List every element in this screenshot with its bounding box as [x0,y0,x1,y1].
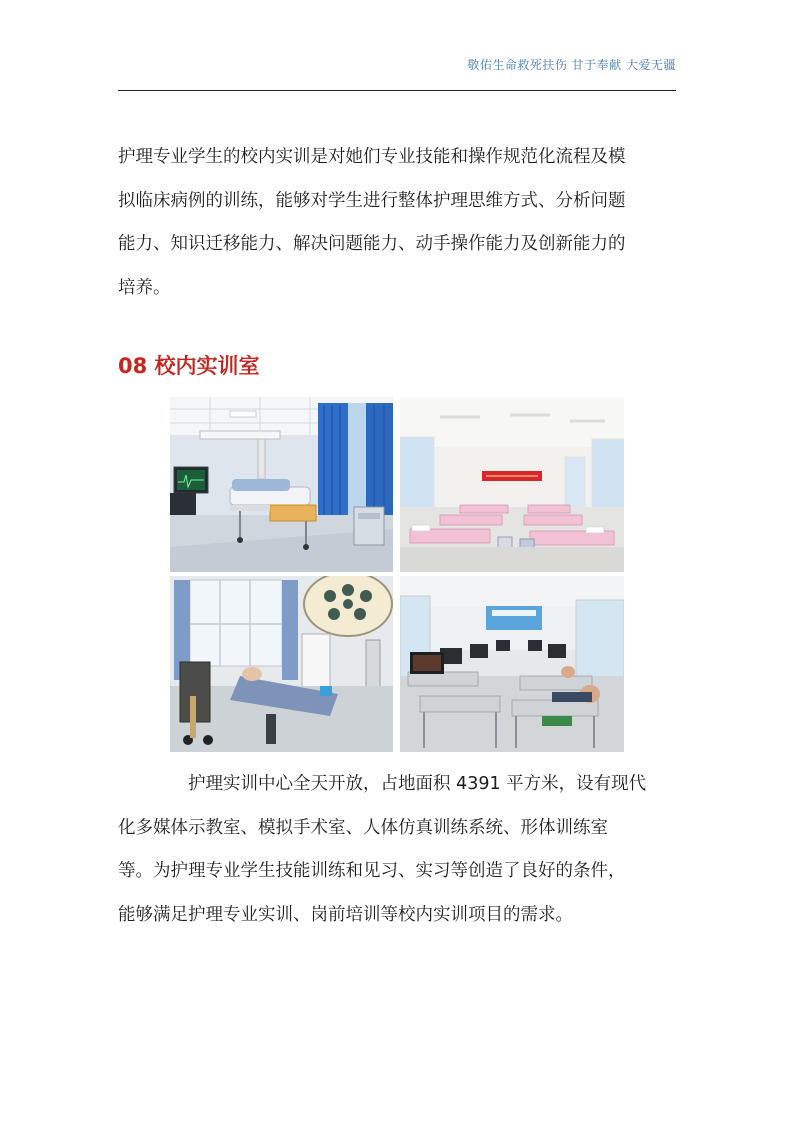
header-divider [118,90,676,91]
section-title: 08 校内实训室 [118,354,260,378]
simulation-room-illustration [400,576,624,752]
intro-line: 拟临床病例的训练，能够对学生进行整体护理思维方式、分析问题 [118,190,626,211]
body-paragraph [118,763,678,937]
header-motto: 敬佑生命救死扶伤 甘于奉献 大爱无疆 [467,58,676,72]
intro-line: 护理专业学生的校内实训是对她们专业技能和操作规范化流程及模 [118,147,626,167]
body-line: 护理实训中心全天开放，占地面积 4391 平方米，设有现代 [188,774,647,794]
intro-line: 能力、知识迁移能力、解决问题能力、动手操作能力及创新能力的 [118,234,626,254]
intro-paragraph [118,136,678,310]
body-line: 等。为护理专业学生技能训练和见习、实习等创造了良好的条件， [118,861,626,881]
photo-operating-room [170,576,393,752]
nursing-ward-illustration [400,397,624,572]
operating-room-illustration [170,576,393,752]
photo-simulation-room [400,576,624,752]
photo-icu-ward [170,397,393,572]
icu-ward-illustration [170,397,393,572]
intro-line: 培养。 [118,277,171,298]
body-line: 化多媒体示教室、模拟手术室、人体仿真训练系统、形体训练室 [118,817,608,838]
photo-nursing-ward [400,397,624,572]
body-line: 能够满足护理专业实训、岗前培训等校内实训项目的需求。 [118,904,573,925]
